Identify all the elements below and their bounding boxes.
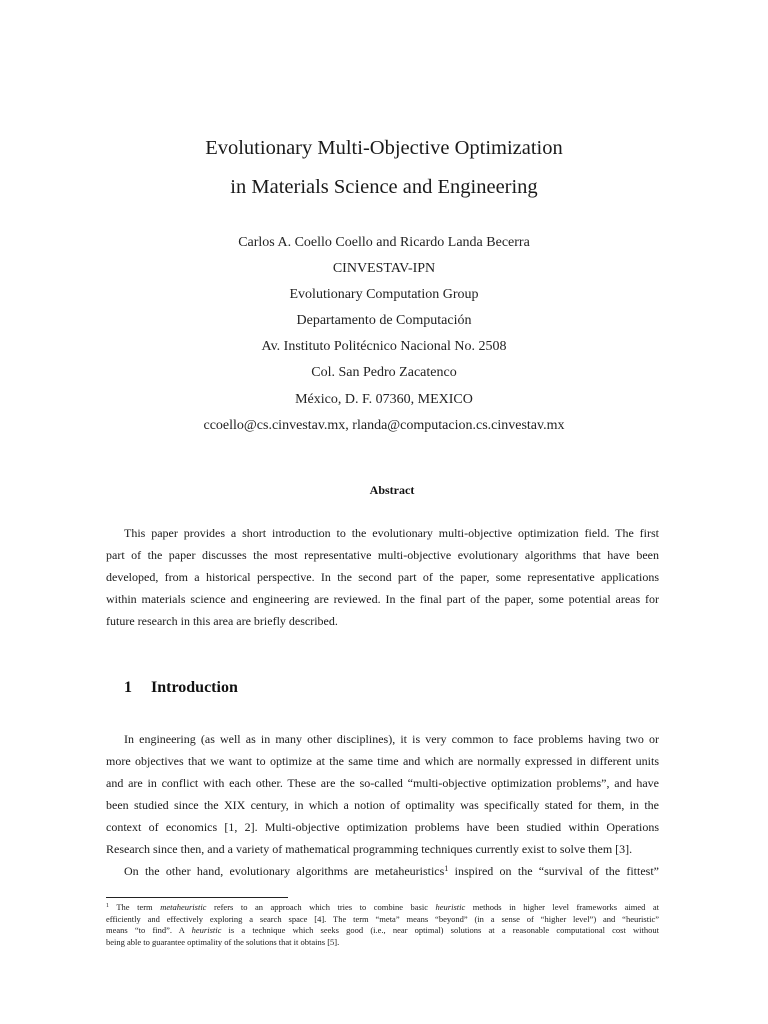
intro-line-with-footnote (106, 860, 659, 882)
footnote-line: being able to guarantee optimality of the solutions that it obtains [5]. (106, 936, 340, 947)
abstract-paragraph (106, 522, 659, 632)
abstract-heading: Abstract (369, 483, 415, 497)
intro-line-text: On the other hand, evolutionary algorithms are metaheuristics (124, 864, 445, 878)
intro-line: been studied since the XIX century, in which a notion of optimality was specifically stated for them, in the (106, 798, 659, 812)
address-line-2: Col. San Pedro Zacatenco (311, 365, 457, 381)
footnote-term: metaheuristic (160, 902, 207, 912)
footnote-divider (106, 897, 288, 898)
section-number: 1 (124, 679, 132, 696)
footnote-marker: 1 (106, 903, 109, 909)
footnote-line (106, 925, 659, 937)
abstract-line: part of the paper discusses the most representative multi-objective evolutionary algorithms that have been (106, 548, 659, 562)
footnote-text: The term (109, 902, 161, 912)
intro-line: In engineering (as well as in many other disciplines), it is very common to face problems having two or (124, 732, 659, 746)
footnote-reference[interactable]: 1 (444, 864, 449, 873)
intro-line: more objectives that we want to optimize at the same time and which are normally expressed in different units (106, 754, 659, 768)
section-heading-introduction (124, 678, 238, 698)
footnote (106, 902, 659, 948)
footnote-text: methods in higher level frameworks aimed at (465, 902, 659, 912)
intro-line-text: inspired on the “survival of the fittest” (448, 864, 659, 878)
abstract-line: This paper provides a short introduction to the evolutionary multi-objective optimization field. The first (124, 526, 659, 540)
footnote-term: heuristic (191, 925, 222, 935)
institution: CINVESTAV-IPN (332, 261, 436, 277)
research-group: Evolutionary Computation Group (289, 287, 479, 303)
paper-title-line-1: Evolutionary Multi-Objective Optimization (205, 137, 563, 159)
footnote-line (106, 902, 659, 914)
footnote-text: refers to an approach which tries to combine basic (206, 902, 436, 912)
address-line-3: México, D. F. 07360, MEXICO (295, 391, 473, 407)
address-line-1: Av. Instituto Politécnico Nacional No. 2508 (261, 339, 507, 355)
introduction-paragraph (106, 728, 659, 882)
authors: Carlos A. Coello Coello and Ricardo Landa Becerra (238, 235, 530, 250)
footnote-line: efficiently and effectively exploring a search space [4]. The term “meta” means “beyond” (in a sense of “higher level”) and “heuristic” (106, 913, 659, 924)
abstract-line: developed, from a historical perspective. In the second part of the paper, some representative applications (106, 570, 659, 584)
footnote-text: is a technique which seeks good (i.e., near optimal) solutions at a reasonable computational cost without (221, 925, 659, 935)
section-title: Introduction (151, 679, 238, 696)
intro-line: Research since then, and a variety of mathematical programming techniques currently exist to solve them [3]. (106, 842, 633, 856)
footnote-text: means “to find”. A (106, 925, 192, 935)
footnote-term: heuristic (435, 902, 466, 912)
author-emails: ccoello@cs.cinvestav.mx, rlanda@computacion.cs.cinvestav.mx (203, 417, 565, 433)
abstract-line: future research in this area are briefly described. (106, 614, 338, 628)
intro-line: context of economics [1, 2]. Multi-objective optimization problems have been studied within Operations (106, 820, 659, 834)
paper-title-line-2: in Materials Science and Engineering (230, 176, 538, 198)
affiliation-block (0, 230, 768, 439)
department: Departamento de Computación (296, 313, 472, 329)
intro-line: and are in conflict with each other. These are the so-called “multi-objective optimization problems”, and have (106, 776, 659, 790)
abstract-line: within materials science and engineering are reviewed. In the final part of the paper, some potential areas for (106, 592, 659, 606)
